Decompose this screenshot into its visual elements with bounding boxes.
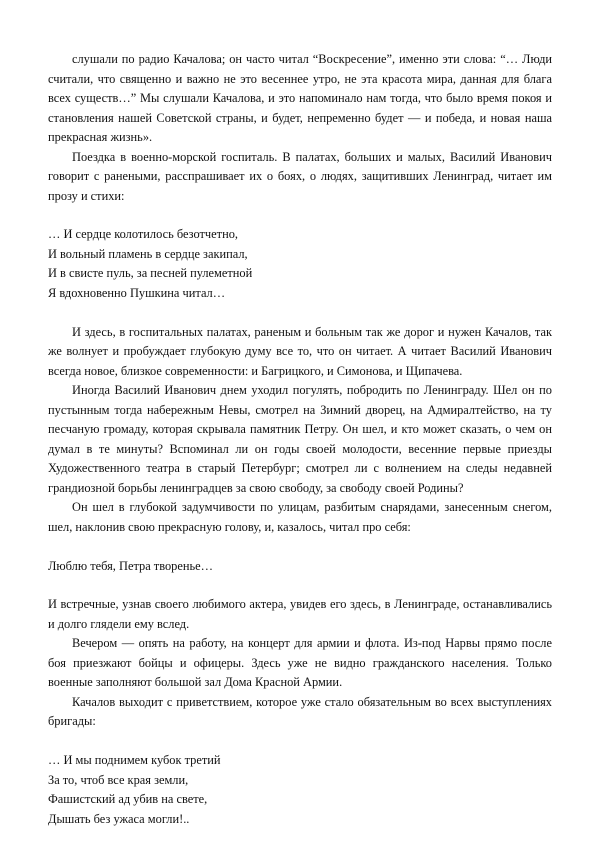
- verse-block-2: [48, 557, 552, 577]
- text-column: [48, 50, 552, 829]
- verse-line: И вольный пламень в сердце закипал,: [48, 246, 248, 261]
- verse-line: … И мы поднимем кубок третий: [48, 752, 221, 767]
- paragraph-5: Он шел в глубокой задумчивости по улицам, разбитым снарядами, занесенным снегом, шел, наклонив свою прекрасную голову, и, казалось, читал про себя:: [48, 500, 552, 535]
- verse-line: … И сердце колотилось безотчетно,: [48, 227, 238, 242]
- verse-line: И в свисте пуль, за песней пулеметной: [48, 266, 253, 281]
- spacer-after-verse-1: [48, 304, 552, 323]
- verse-line: Дышать без ужаса могли!..: [48, 811, 190, 826]
- paragraph-4: Иногда Василий Иванович днем уходил погулять, побродить по Ленинграду. Шел он по пустынным тогда набережным Невы, смотрел на Зимний дворец, на Адмиралтейство, на ту песчаную громаду, которая скрывала памятник Петру. Он шел, и кто может сказать, о чем он думал в те минуты? Вспоминал ли он годы своей молодости, весенние первые приезды Художественного театра в старый Петербург; смотрел ли с волнением на следы недавней грандиозной борьбы ленинградцев за свою свободу, за свободу своей Родины?: [48, 383, 552, 495]
- verse-line: За то, чтоб все края земли,: [48, 772, 189, 787]
- paragraph-3: И здесь, в госпитальных палатах, раненым и больным так же дорог и нужен Качалов, так же волнует и пробуждает глубокую думу все то, что он читает. А читает Василий Иванович всегда новое, близкое современности: и Багрицкого, и Симонова, и Щипачева.: [48, 324, 552, 378]
- verse-block-1: [48, 225, 552, 303]
- verse-line: Фашистский ад убив на свете,: [48, 792, 208, 807]
- spacer-before-verse-3: [48, 732, 552, 751]
- verse-line: Люблю тебя, Петра творенье…: [48, 558, 214, 573]
- spacer-after-verse-2: [48, 576, 552, 595]
- paragraph-6: И встречные, узнав своего любимого актера, увидев его здесь, в Ленинграде, останавливались и долго глядели ему вслед.: [48, 597, 552, 631]
- verse-line: Я вдохновенно Пушкина читал…: [48, 286, 226, 301]
- paragraph-7: Вечером — опять на работу, на концерт для армии и флота. Из-под Нарвы прямо после боя приезжают бойцы и офицеры. Здесь уже не видно гражданского населения. Только военные заполняют большой зал Дома Красной Армии.: [48, 636, 552, 690]
- paragraph-2: Поездка в военно-морской госпиталь. В палатах, больших и малых, Василий Иванович говорит с ранеными, расспрашивает их о боях, о людях, защитивших Ленинград, читает им прозу и стихи:: [48, 149, 552, 203]
- paragraph-1: слушали по радио Качалова; он часто читал “Воскресение”, именно эти слова: “… Люди считали, что священно и важно не это весеннее утро, не эта красота мира, данная для блага всех существ…” Мы слушали Качалова, и это напоминало нам тогда, что было время покоя и становления нашей Советской страны, и будет, непременно будет — и победа, и новая наша прекрасная жизнь».: [48, 52, 552, 145]
- paragraph-8: Качалов выходит с приветствием, которое уже стало обязательным во всех выступлениях бригады:: [48, 694, 552, 729]
- spacer-before-verse-1: [48, 206, 552, 225]
- verse-block-3: [48, 751, 552, 829]
- spacer-before-verse-2: [48, 538, 552, 557]
